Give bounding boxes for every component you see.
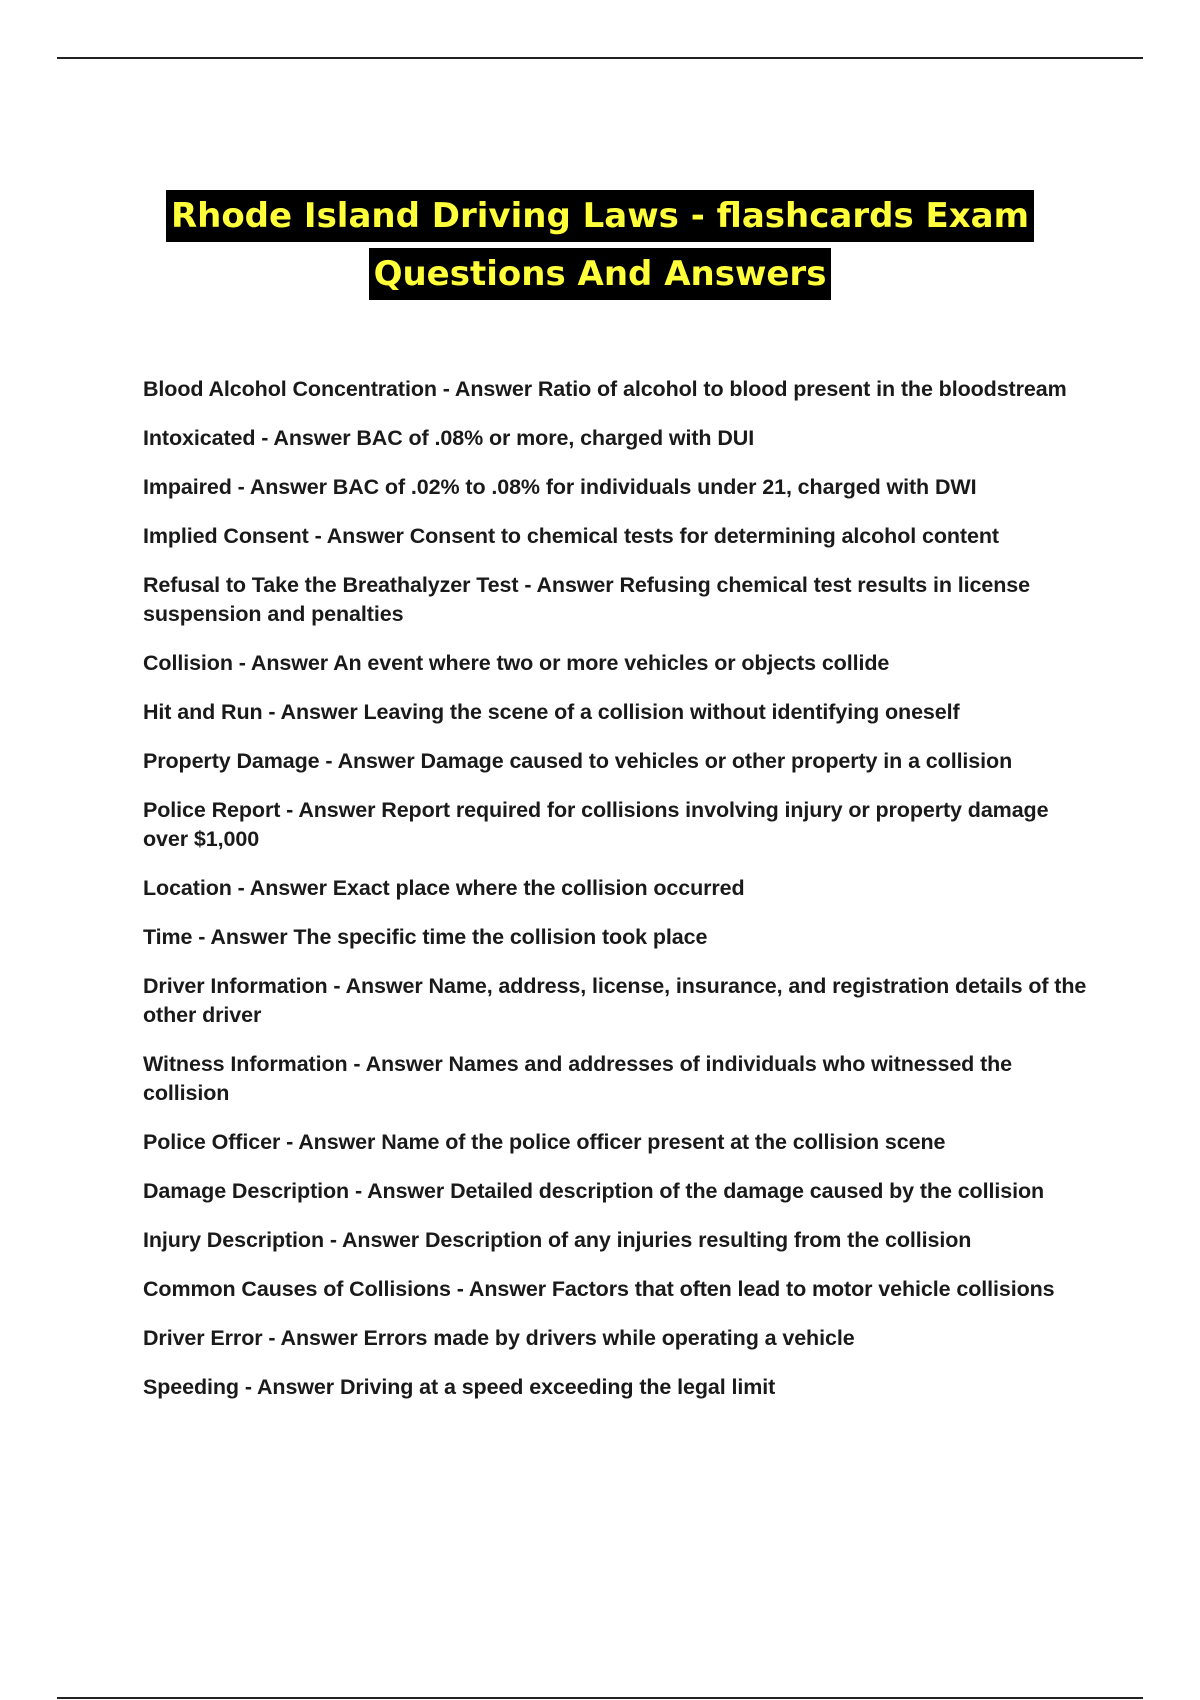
flashcard-term: Police Report - <box>143 798 298 822</box>
title-line-1: Rhode Island Driving Laws - flashcards Exam <box>166 190 1034 242</box>
flashcard-item <box>143 972 1093 1030</box>
flashcard-item <box>143 1373 1093 1402</box>
flashcard-definition: Description of any injuries resulting from the collision <box>424 1228 972 1252</box>
bottom-rule <box>57 1697 1143 1699</box>
flashcard-term: Blood Alcohol Concentration - <box>143 377 455 401</box>
title-line-2: Questions And Answers <box>369 248 832 300</box>
answer-label: Answer <box>249 475 327 499</box>
answer-label: Answer <box>249 876 327 900</box>
flashcard-item <box>143 1226 1093 1255</box>
flashcard-item <box>143 698 1093 727</box>
flashcard-term: Common Causes of Collisions - <box>143 1277 469 1301</box>
flashcard-definition: Damage caused to vehicles or other property in a collision <box>420 749 1013 773</box>
answer-label: Answer <box>345 974 423 998</box>
flashcard-definition: Exact place where the collision occurred <box>332 876 745 900</box>
answer-label: Answer <box>280 1326 358 1350</box>
flashcard-item <box>143 1177 1093 1206</box>
flashcard-term: Witness Information - <box>143 1052 366 1076</box>
answer-label: Answer <box>536 573 614 597</box>
flashcard-list <box>143 375 1093 1422</box>
flashcard-item <box>143 649 1093 678</box>
flashcard-item <box>143 571 1093 629</box>
answer-label: Answer <box>256 1375 335 1399</box>
flashcard-definition: Driving at a speed exceeding the legal limit <box>339 1375 776 1399</box>
flashcard-item <box>143 796 1093 854</box>
flashcard-term: Intoxicated - <box>143 426 273 450</box>
answer-label: Answer <box>280 700 358 724</box>
flashcard-item <box>143 522 1093 551</box>
answer-label: Answer <box>210 925 288 949</box>
answer-label: Answer <box>298 798 376 822</box>
flashcard-term: Refusal to Take the Breathalyzer Test - <box>143 573 536 597</box>
flashcard-item <box>143 473 1093 502</box>
flashcard-item <box>143 747 1093 776</box>
flashcard-definition: Names and addresses of individuals who witnessed the collision <box>143 1052 1013 1105</box>
flashcard-term: Speeding - <box>143 1375 257 1399</box>
flashcard-item <box>143 375 1093 404</box>
flashcard-term: Damage Description - <box>143 1179 367 1203</box>
flashcard-definition: Ratio of alcohol to blood present in the bloodstream <box>537 377 1067 401</box>
page-title <box>0 190 1200 306</box>
answer-label: Answer <box>250 651 328 675</box>
answer-label: Answer <box>454 377 532 401</box>
flashcard-definition: Errors made by drivers while operating a vehicle <box>363 1326 855 1350</box>
flashcard-term: Location - <box>143 876 250 900</box>
flashcard-term: Property Damage - <box>143 749 338 773</box>
flashcard-term: Collision - <box>143 651 251 675</box>
flashcard-item <box>143 424 1093 453</box>
answer-label: Answer <box>367 1179 445 1203</box>
flashcard-term: Implied Consent - <box>143 524 327 548</box>
flashcard-definition: BAC of .08% or more, charged with DUI <box>356 426 755 450</box>
top-rule <box>57 57 1143 59</box>
flashcard-term: Hit and Run - <box>143 700 281 724</box>
flashcard-definition: Refusing chemical test results in license suspension and penalties <box>143 573 1030 626</box>
flashcard-item <box>143 1275 1093 1304</box>
flashcard-term: Injury Description - <box>143 1228 342 1252</box>
flashcard-definition: Report required for collisions involving injury or property damage over $1,000 <box>143 798 1049 851</box>
flashcard-term: Time - <box>143 925 210 949</box>
answer-label: Answer <box>365 1052 443 1076</box>
answer-label: Answer <box>337 749 415 773</box>
flashcard-item <box>143 923 1093 952</box>
flashcard-item <box>143 874 1093 903</box>
flashcard-definition: Name of the police officer present at the collision scene <box>381 1130 946 1154</box>
answer-label: Answer <box>326 524 404 548</box>
flashcard-definition: Consent to chemical tests for determining alcohol content <box>409 524 999 548</box>
flashcard-item <box>143 1050 1093 1108</box>
answer-label: Answer <box>468 1277 546 1301</box>
flashcard-item <box>143 1128 1093 1157</box>
flashcard-term: Driver Error - <box>143 1326 281 1350</box>
flashcard-term: Police Officer - <box>143 1130 298 1154</box>
flashcard-definition: Name, address, license, insurance, and registration details of the other driver <box>143 974 1087 1027</box>
flashcard-definition: Factors that often lead to motor vehicle collisions <box>551 1277 1055 1301</box>
flashcard-definition: Detailed description of the damage caused by the collision <box>450 1179 1045 1203</box>
title-row-2 <box>0 248 1200 306</box>
flashcard-definition: BAC of .02% to .08% for individuals under 21, charged with DWI <box>332 475 977 499</box>
flashcard-definition: Leaving the scene of a collision without identifying oneself <box>363 700 960 724</box>
answer-label: Answer <box>273 426 351 450</box>
flashcard-term: Impaired - <box>143 475 250 499</box>
flashcard-definition: The specific time the collision took place <box>293 925 708 949</box>
flashcard-definition: An event where two or more vehicles or objects collide <box>333 651 890 675</box>
flashcard-term: Driver Information - <box>143 974 346 998</box>
flashcard-item <box>143 1324 1093 1353</box>
title-row-1 <box>0 190 1200 248</box>
answer-label: Answer <box>342 1228 420 1252</box>
answer-label: Answer <box>298 1130 376 1154</box>
